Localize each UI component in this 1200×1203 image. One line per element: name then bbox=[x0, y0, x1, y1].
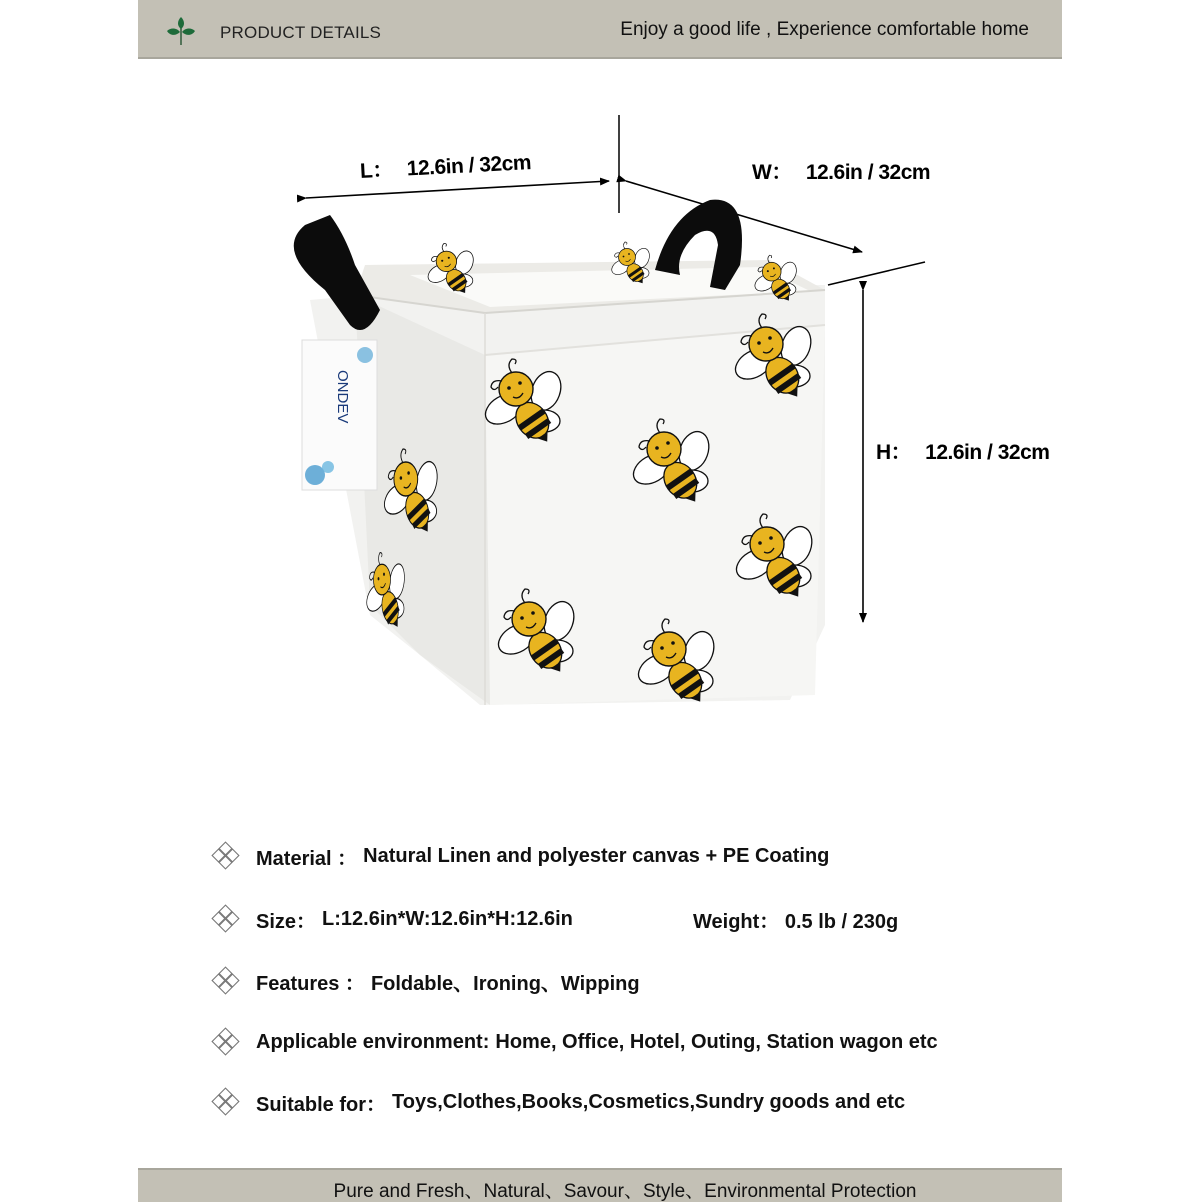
footer-slogan: Pure and Fresh、Natural、Savour、Style、Environmental Protection bbox=[333, 1181, 917, 1202]
spec-material bbox=[210, 836, 829, 876]
diamond-cluster-icon bbox=[210, 1026, 242, 1058]
spec-suitable-for bbox=[210, 1082, 905, 1122]
svg-text:ONDEV: ONDEV bbox=[334, 370, 351, 424]
spec-key: Applicable environment: bbox=[256, 1030, 490, 1053]
spec-environment bbox=[210, 1022, 938, 1062]
spec-key: Suitable for： bbox=[256, 1093, 387, 1116]
spec-value: Toys,Clothes,Books,Cosmetics,Sundry goods and etc bbox=[392, 1090, 906, 1113]
spec-key: Weight： bbox=[693, 910, 780, 933]
header-slogan: Enjoy a good life , Experience comfortable home bbox=[620, 19, 1029, 40]
spec-key: Size： bbox=[256, 910, 317, 933]
footer-band bbox=[138, 1168, 1062, 1202]
spec-key: Material ： bbox=[256, 847, 358, 870]
product-details-title: PRODUCT DETAILS bbox=[220, 23, 382, 42]
diamond-cluster-icon bbox=[210, 965, 242, 997]
bee-storage-basket-image bbox=[270, 195, 830, 715]
spec-weight bbox=[693, 905, 898, 934]
height-dimension: H： 12.6in / 32cm bbox=[876, 441, 1050, 464]
spec-value: Foldable、Ironing、Wipping bbox=[370, 972, 640, 995]
spec-value: 0.5 lb / 230g bbox=[784, 910, 899, 933]
spec-value: Natural Linen and polyester canvas + PE Coating bbox=[363, 844, 830, 867]
spec-key: Features ： bbox=[256, 972, 365, 995]
spec-size bbox=[210, 899, 1110, 939]
spec-value: Home, Office, Hotel, Outing, Station wagon etc bbox=[495, 1030, 938, 1053]
diamond-cluster-icon bbox=[210, 1086, 242, 1118]
diamond-cluster-icon bbox=[210, 903, 242, 935]
length-dimension: L： 12.6in / 32cm bbox=[359, 151, 532, 183]
diamond-cluster-icon bbox=[210, 840, 242, 872]
width-dimension: W： 12.6in / 32cm bbox=[752, 161, 931, 184]
spec-features bbox=[210, 961, 640, 1001]
spec-value: L:12.6in*W:12.6in*H:12.6in bbox=[322, 907, 573, 930]
